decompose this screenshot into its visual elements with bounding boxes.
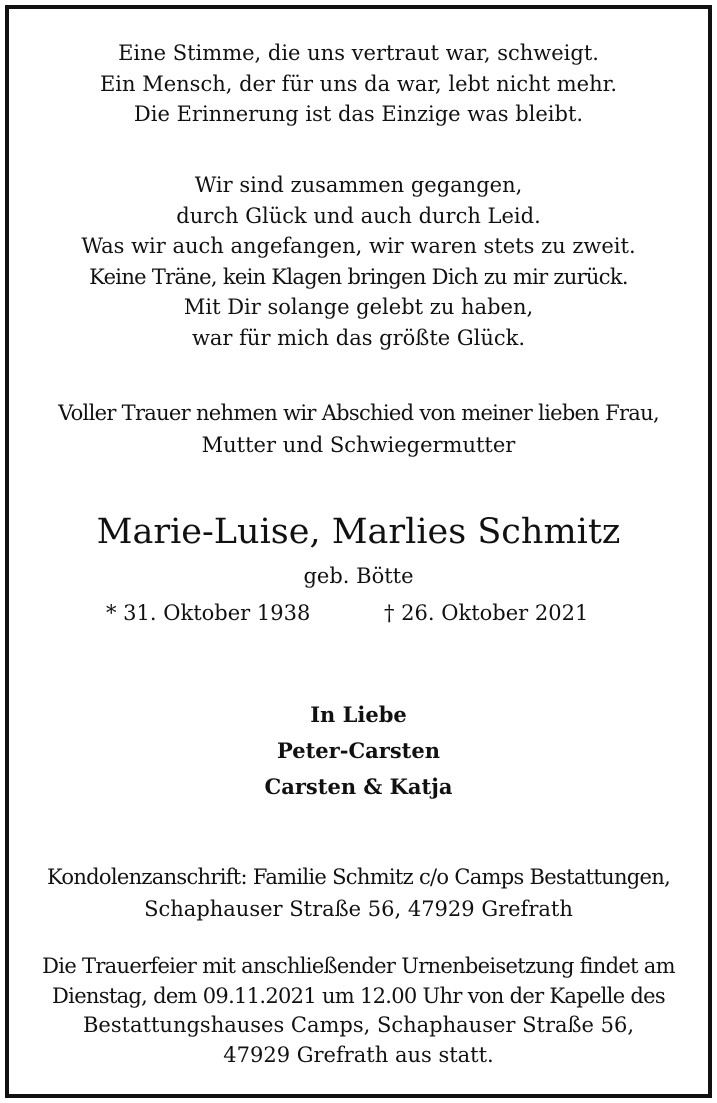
ceremony-line: Bestattungshauses Camps, Schaphauser Straße 56, <box>82 1013 635 1037</box>
poem-line: Mit Dir solange gelebt zu haben, <box>183 295 534 319</box>
death-date: † 26. Oktober 2021 <box>384 601 589 625</box>
poem-line: Ein Mensch, der für uns da war, lebt nicht mehr. <box>99 71 618 96</box>
intro-line: Voller Trauer nehmen wir Abschied von meiner lieben Frau, <box>58 401 659 425</box>
poem-first-stanza <box>0 38 717 130</box>
signer-line: In Liebe <box>310 702 407 727</box>
poem-line: war für mich das größte Glück. <box>191 325 526 350</box>
signer-line: Carsten & Katja <box>264 774 453 799</box>
poem-line: Was wir auch angefangen, wir waren stets zu zweit. <box>81 234 636 258</box>
poem-line: Eine Stimme, die uns vertraut war, schweigt. <box>118 41 599 65</box>
ceremony-line: Die Trauerfeier mit anschließender Urnenbeisetzung findet am <box>42 954 675 978</box>
poem-line: durch Glück und auch durch Leid. <box>176 203 541 228</box>
intro-line: Mutter und Schwiegermutter <box>201 433 516 457</box>
birth-name: geb. Bötte <box>303 564 414 588</box>
address-line: Schaphauser Straße 56, 47929 Grefrath <box>144 897 573 921</box>
signer-line: Peter-Carsten <box>277 738 440 763</box>
poem-second-stanza <box>0 170 717 353</box>
birth-date: * 31. Oktober 1938 <box>106 601 311 625</box>
address-line: Kondolenzanschrift: Familie Schmitz c/o Camps Bestattungen, <box>46 865 671 889</box>
ceremony-line: Dienstag, dem 09.11.2021 um 12.00 Uhr von der Kapelle des <box>52 983 665 1008</box>
funeral-ceremony-info <box>0 952 717 1070</box>
poem-line: Keine Träne, kein Klagen bringen Dich zu mir zurück. <box>89 264 628 289</box>
deceased-name: Marie-Luise, Marlies Schmitz <box>96 512 621 552</box>
mourners-signature <box>0 697 717 805</box>
poem-line: Die Erinnerung ist das Einzige was bleibt. <box>133 102 584 126</box>
poem-line: Wir sind zusammen gegangen, <box>194 173 523 197</box>
ceremony-line: 47929 Grefrath aus statt. <box>223 1042 494 1067</box>
farewell-intro <box>0 397 717 461</box>
condolence-address <box>0 861 717 925</box>
